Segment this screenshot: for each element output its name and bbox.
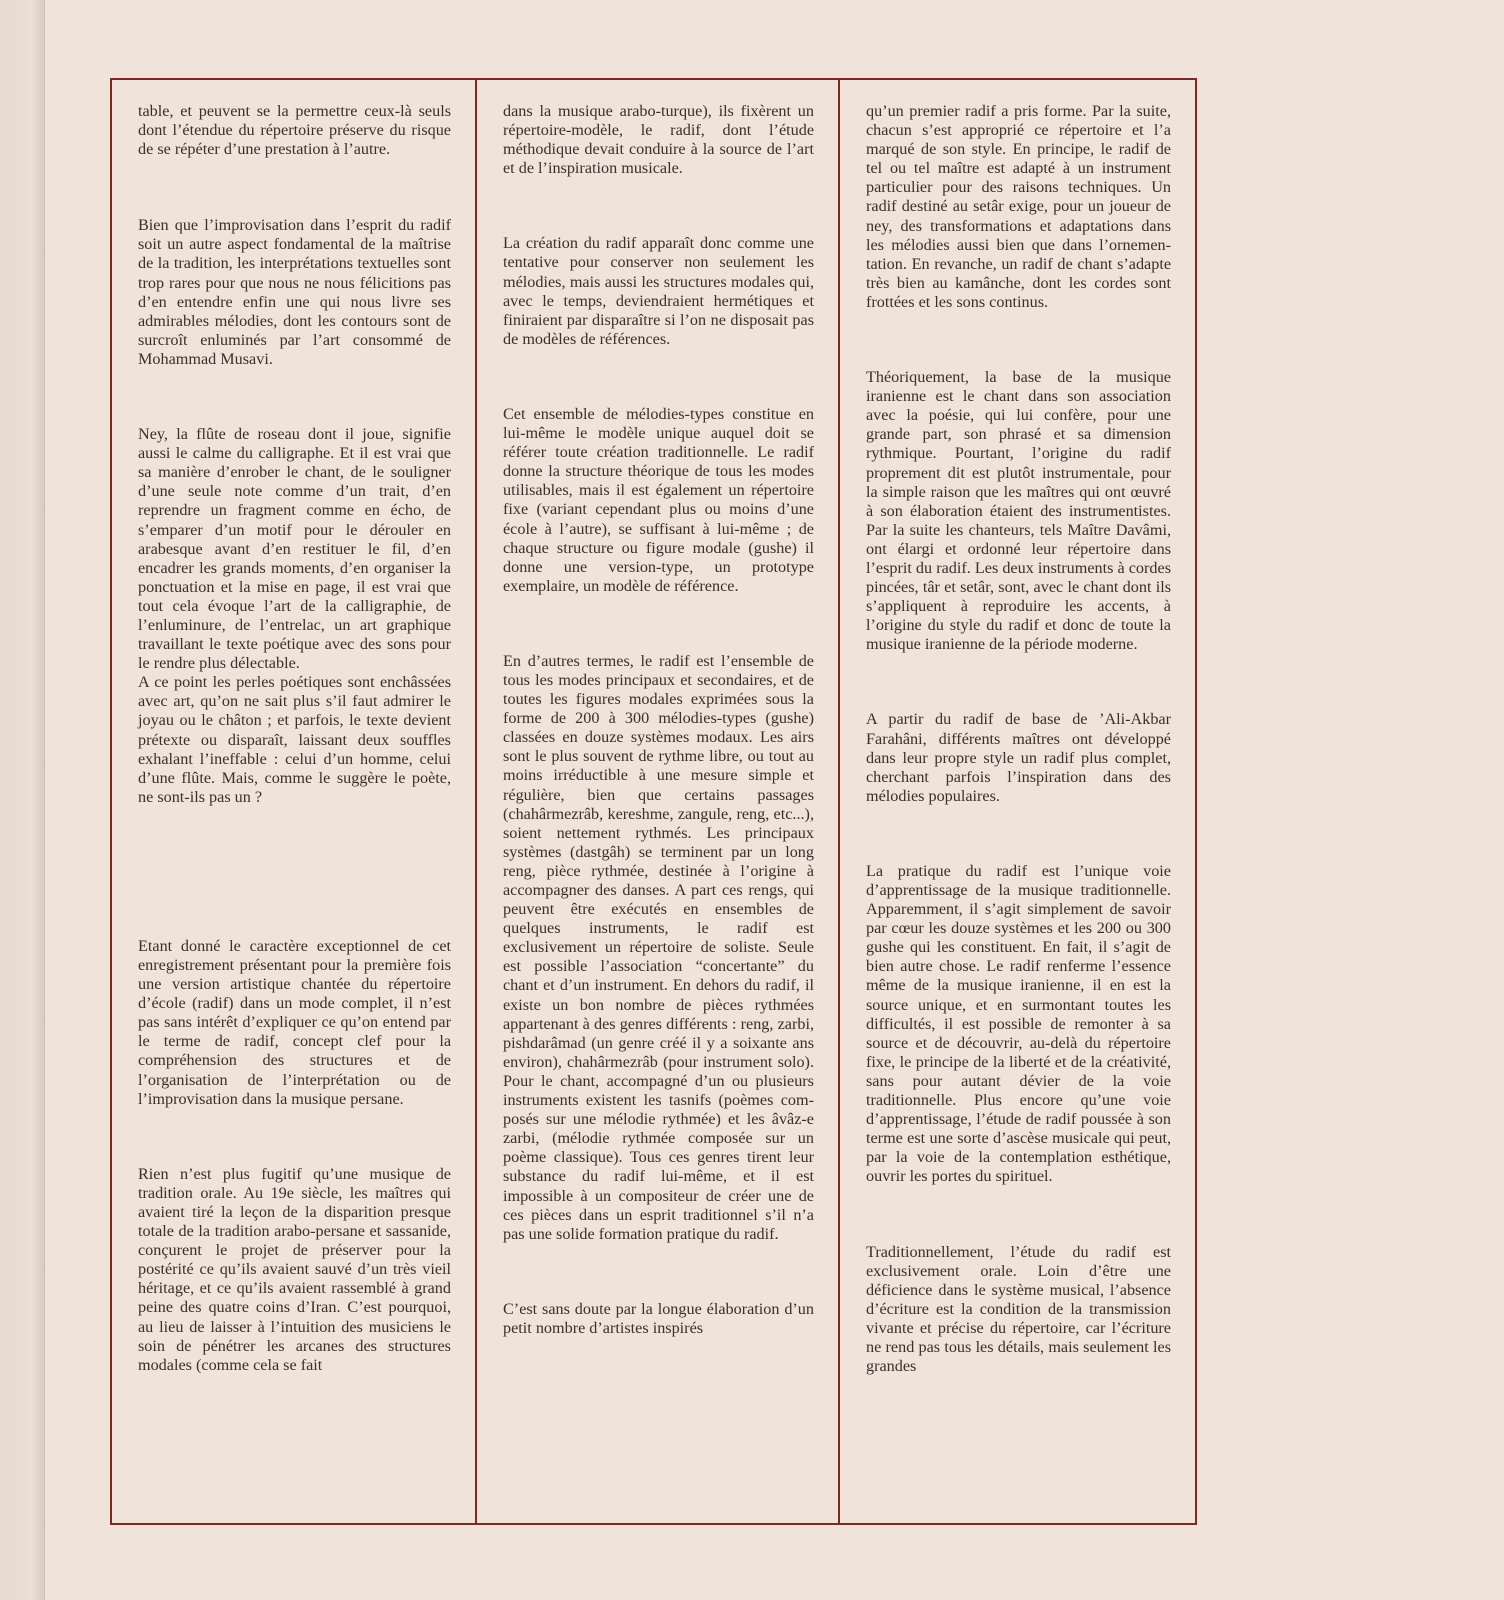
column-2	[475, 80, 838, 1523]
paragraph: qu’un premier radif a pris forme. Par la suite, chacun s’est approprié ce répertoire et l’a marqué de son style. En principe, le radif de tel ou tel maître est adapté à un instrument particulier pour des raisons techniques. Un radif destiné au setâr exige, pour un joueur de ney, des transformations et adaptations dans les mélodies aussi bien que dans l’ornementation. En revanche, un radif de chant s’adapte très bien au kamânche, dont les cordes sont frottées et les sons continus.	[866, 102, 1171, 311]
paragraph: C’est sans doute par la longue élaboration d’un petit nombre d’artistes inspirés	[503, 1299, 814, 1337]
paragraph: La création du radif apparaît donc comme une tentative pour conserver non seulement les mélodies, mais aussi les structures modales qui, avec le temps, deviendraient hermétiques et finiraient par disparaître si l’on ne disposait pas de modèles de références.	[503, 234, 814, 348]
paragraph: La pratique du radif est l’unique voie d’apprentissage de la musique traditionnelle. Apparemment, il s’agit simplement de savoir par cœur les douze systèmes et les 200 ou 300 gushe qui les constituent. En fait, il s’agit de bien autre chose. Le radif renferme l’essence même de la musique iranienne, il en est la source unique, et en surmontant toutes les difficultés, il est possible de remonter à sa source et de découvrir, au-delà du répertoire fixe, le principe de la liberté et de la créativité, sans pour autant dévier de la voie traditionnelle. Plus encore qu’une voie d’apprentissage, l’étude de radif poussée à son terme est une sorte d’ascèse musicale qui peut, par la voie de la contemplation esthétique, ouvrir les portes du spirituel.	[866, 861, 1171, 1186]
paragraph: Théoriquement, la base de la musique iranienne est le chant dans son association avec la poésie, qui lui confère, pour une grande part, son phrasé et sa dimension rythmique. Pourtant, l’origine du radif proprement dit est plutôt instrumentale, pour la simple raison que les maîtres qui ont œuvré à son élaboration étaient des instrumentistes. Par la suite les chanteurs, tels Maître Davâmi, ont élargi et ordonné leur répertoire dans l’esprit du radif. Les deux instruments à cordes pincées, târ et setâr, sont, avec le chant dont ils s’appliquent à reproduire les accents, à l’origine du style du radif et donc de toute la musique iranienne de la période moderne.	[866, 368, 1171, 654]
paragraph: Etant donné le caractère exceptionnel de cet enregistrement présentant pour la première fois une version artistique chantée du répertoire d’école (radif) dans un mode complet, il n’est pas sans intérêt d’expliquer ce qu’on entend par le terme de radif, concept clef pour la compréhension des structures et de l’organisation de l’interprétation ou de l’improvisation dans la musique persane.	[138, 936, 451, 1108]
paragraph: A ce point les perles poétiques sont enchâssées avec art, qu’on ne sait plus s’il faut admirer le joyau ou le châton ; et parfois, le texte devient prétexte ou disparaît, laissant deux souffles exhalant l’ineffable : celui d’un homme, celui d’une flûte. Mais, comme le suggère le poète, ne sont-ils pas un ?	[138, 673, 451, 806]
paragraph: Bien que l’improvisation dans l’esprit du radif soit un autre aspect fondamental de la maîtrise de la tradition, les interprétations textuelles sont trop rares pour que nous ne nous félicitions pas d’en entendre enfin une qui nous livre ses admirables mélodies, dont les contours sont de surcroît enluminés par l’art consommé de Mohammad Musavi.	[138, 216, 451, 368]
paragraph: A partir du radif de base de ’Ali-Akbar Farahâni, différents maîtres ont développé dans leur propre style un radif plus complet, cherchant parfois l’inspiration dans des mélodies populaires.	[866, 710, 1171, 805]
paragraph: table, et peuvent se la permettre ceux-là seuls dont l’étendue du répertoire préserve du risque de se répéter d’une prestation à l’autre.	[138, 102, 451, 159]
paragraph: Traditionnellement, l’étude du radif est exclusivement orale. Loin d’être une déficience dans le système musical, l’absence d’écriture est la condition de la transmission vivante et précise du répertoire, car l’écriture ne rend pas tous les détails, mais seulement les grandes	[866, 1242, 1171, 1376]
paragraph: Rien n’est plus fugitif qu’une musique de tradition orale. Au 19e siècle, les maîtres qui avaient tiré la leçon de la disparition presque totale de la tradition arabo-persane et sassanide, conçurent le projet de préserver pour la postérité ce qu’ils avaient sauvé d’un très vieil héritage, et ce qu’ils avaient rassemblé à grand peine des quatre coins d’Iran. C’est pourquoi, au lieu de laisser à l’intuition des musiciens le soin de pénétrer les arcanes des structures modales (comme cela se fait	[138, 1164, 451, 1374]
column-1	[112, 80, 475, 1523]
paragraph: En d’autres termes, le radif est l’ensemble de tous les modes principaux et secondaires, et de toutes les figures modales exprimées sous la forme de 200 à 300 mélodies-types (gushe) classées en douze systèmes modaux. Les airs sont le plus souvent de rythme libre, ou tout au moins irréductible à une mesure simple et régulière, bien que certains passages (chahârmezrâb, kereshme, zangule, reng, etc...), soient nettement rythmés. Les principaux systèmes (dastgâh) se terminent par un long reng, pièce rythmée, destinée à l’origine à accompagner des danses. A part ces rengs, qui peuvent être exécutés en ensembles de quelques instruments, le radif est exclusivement un répertoire de soliste. Seule est possible l’association “concertante” du chant et d’un instrument. En dehors du radif, il existe un bon nombre de pièces rythmées appartenant à des genres différents : reng, zarbi, pishdarâmad (un genre créé il y a soixante ans environ), chahârmezrâb (pour instrument solo). Pour le chant, accompagné d’un ou plusieurs instruments existent les tasnifs (poèmes composés sur une mélodie rythmée) et les âvâz-e zarbi, (mélodie rythmée composée sur un poème classique). Tous ces genres tirent leur substance du radif lui-même, et il est impossible à un compositeur de créer une de ces pièces dans un esprit traditionnel s’il n’a pas une solide formation pratique du radif.	[503, 651, 814, 1243]
paragraph: Ney, la flûte de roseau dont il joue, signifie aussi le calme du calligraphe. Et il est vrai que sa manière d’enrober le chant, de le souligner d’une seule note comme d’un trait, d’en reprendre un fragment comme en écho, de s’emparer d’un motif pour le dérouler en arabesque avant d’en restituer le fil, d’en encadrer les grands moments, d’en organiser la ponctuation et la mise en page, il est vrai que tout cela évoque l’art de la calligraphie, de l’enluminure, de l’entrelac, un art graphique travaillant le texte poétique avec des sons pour le rendre plus délectable.	[138, 425, 451, 673]
paragraph: dans la musique arabo-turque), ils fixèrent un répertoire-modèle, le radif, dont l’étude méthodique devait conduire à la source de l’art et de l’inspiration musicale.	[503, 102, 814, 178]
paragraph: Cet ensemble de mélodies-types constitue en lui-même le modèle unique auquel doit se référer toute création traditionnelle. Le radif donne la structure théorique de tous les modes utilisables, mais il est également un répertoire fixe (variant cependant plus ou moins d’une école à l’autre), se suffisant à lui-même ; de chaque structure ou figure modale (gushe) il donne une version-type, un prototype exemplaire, un modèle de référence.	[503, 404, 814, 595]
page-edge	[0, 0, 45, 1600]
text-frame	[110, 78, 1197, 1525]
column-3	[838, 80, 1195, 1523]
